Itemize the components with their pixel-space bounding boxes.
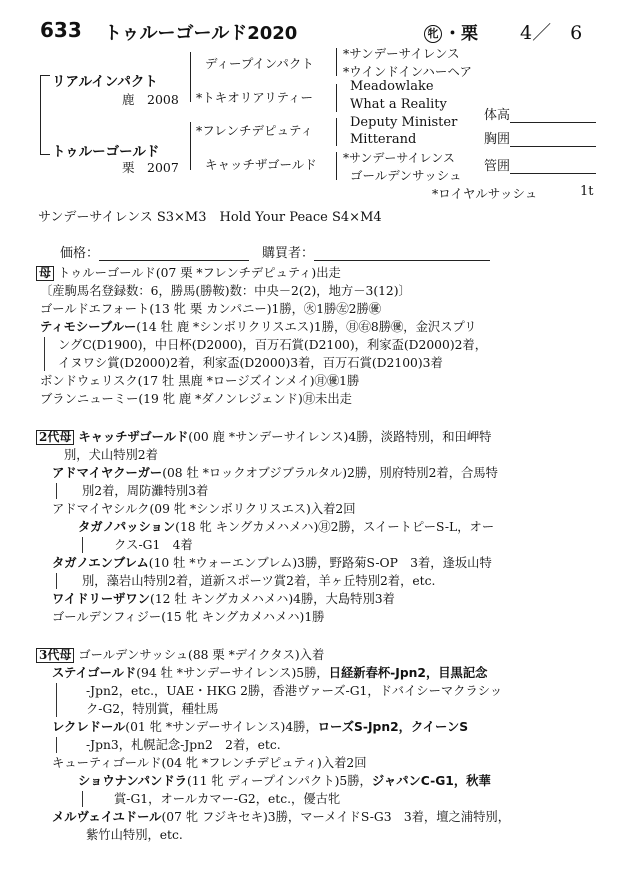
ped-bracket	[190, 52, 191, 102]
ped-bracket	[336, 48, 337, 76]
ped-dss: Deputy Minister	[350, 115, 458, 130]
indent-bar	[82, 791, 83, 807]
dam3-graded: ジャパンC-G1，秋華	[371, 774, 491, 788]
dam-name: トゥルーゴールド	[52, 144, 160, 160]
indent-bar	[82, 537, 83, 553]
dam2-line: クス-G1 4着	[114, 538, 193, 552]
dam2-detail: (08 牡 *ロックオブジブラルタル)2勝，別府特別2着，合馬特	[162, 466, 498, 480]
dam2-line	[78, 518, 494, 536]
dam3-graded: 日経新春杯-Jpn2，目黒記念	[328, 666, 488, 680]
dam2-horse: タガノエンブレム	[52, 556, 149, 570]
dam3-line	[52, 718, 468, 736]
ped-bracket	[40, 154, 50, 155]
dam2-line: 別2着，周防灘特別3着	[82, 484, 209, 498]
dam1-detail: (14 牡 鹿 *シンボリクリスエス)1勝，㊊㊨8勝㊝，金沢スプリ	[136, 320, 477, 334]
buyer-field	[262, 242, 490, 261]
buyer-label: 購買者：	[262, 246, 315, 261]
height-field	[484, 104, 596, 123]
dam1-line: イヌワシ賞(D2000)2着，利家盃(D2000)3着，百万石賞(D2100)3着	[58, 356, 443, 370]
dam3-detail: (11 牝 ディープインパクト)5勝，	[186, 774, 372, 788]
dam2-horse: ワイドリーザワン	[52, 592, 151, 606]
dam2-line	[52, 464, 498, 482]
height-label: 体高	[484, 108, 511, 123]
dam2-horse: キャッチザゴールド	[78, 430, 189, 444]
dam2-header	[36, 428, 491, 446]
dam3-line: -Jpn3，札幌記念-Jpn2 2着，etc.	[86, 738, 281, 752]
dam2-detail: (12 牡 キングカメハメハ)4勝，大島特別3着	[150, 592, 395, 606]
indent-bar	[56, 573, 57, 589]
dam2-line: 別，藻岩山特別2着，道新スポーツ賞2着，羊ヶ丘特別2着，etc.	[82, 574, 436, 588]
dam1-tag: 母	[36, 266, 54, 281]
ped-ddd: ゴールデンサッシュ	[350, 168, 462, 183]
dam2-horse: タガノパッション	[78, 520, 176, 534]
dam2-line	[52, 590, 395, 608]
girth-blank	[510, 133, 596, 147]
ped-bracket	[336, 118, 337, 146]
ped-bracket	[336, 152, 337, 180]
ped-dd: キャッチザゴールド	[205, 157, 317, 172]
ped-ssd: *ウインドインハーヘア	[343, 64, 473, 79]
price-label: 価格：	[60, 246, 100, 261]
dam3-line: 紫竹山特別，etc.	[86, 828, 183, 842]
indent-bar	[56, 483, 57, 499]
dam3-horse: メルヴェイユドール	[52, 810, 162, 824]
ped-bracket	[190, 122, 191, 170]
girth-label: 胸囲	[484, 132, 511, 147]
dam2-detail: (00 鹿 *サンデーサイレンス)4勝，淡路特別，和田岬特	[188, 430, 492, 444]
coat-color: ・栗	[444, 24, 478, 44]
ped-ss: ディープインパクト	[205, 56, 314, 71]
dam3-graded: ローズS-Jpn2，クイーンS	[317, 720, 469, 734]
sex-color	[424, 19, 478, 44]
dam2-tag: 2代母	[36, 430, 74, 445]
ped-dsd: Mitterand	[350, 132, 417, 147]
horse-name: トゥルーゴールド2020	[104, 23, 298, 44]
price-blank	[99, 247, 249, 261]
dam3-header	[36, 646, 324, 664]
dam3-line: キューティゴールド(04 牝 *フレンチデピュティ)入着2回	[52, 756, 367, 770]
lot-number: 633	[40, 18, 82, 42]
ped-ds: *フレンチデピュティ	[196, 123, 313, 138]
dam1-head: トゥルーゴールド(07 栗 *フレンチデピュティ)出走	[58, 266, 341, 280]
foal-sire: *ロイヤルサッシュ	[432, 186, 538, 201]
foaling-date: 4／ 6	[520, 22, 583, 44]
cannon-label: 管囲	[484, 159, 511, 174]
dam3-horse: ステイゴールド	[52, 666, 137, 680]
dam2-line: 別，犬山特別2着	[64, 448, 158, 462]
indent-bar	[56, 737, 57, 753]
dam3-detail: (94 牡 *サンデーサイレンス)5勝，	[136, 666, 329, 680]
sex-mark: 牝	[424, 25, 442, 43]
dam2-line: ゴールデンフィジー(15 牝 キングカメハメハ)1勝	[52, 610, 325, 624]
dam3-line: -Jpn2，etc.，UAE・HKG 2勝，香港ヴァーズ-G1，ドバイシーマクラシッ	[86, 684, 503, 698]
dam3-horse: ショウナンパンドラ	[78, 774, 187, 788]
dam2-detail: (18 牝 キングカメハメハ)㊊2勝，スイートピーS-L，オー	[175, 520, 495, 534]
ped-bracket	[40, 75, 41, 155]
cannon-blank	[510, 160, 596, 174]
ped-dds: *サンデーサイレンス	[343, 151, 455, 165]
dam1-line	[40, 318, 477, 336]
ped-sds: Meadowlake	[350, 79, 434, 94]
dam2-line	[52, 554, 492, 572]
dam3-line	[52, 808, 510, 826]
dam1-line: ングC(D1900)，中日杯(D2000)，百万石賞(D2100)，利家盃(D2000)2着，	[58, 338, 488, 352]
buyer-blank	[314, 247, 490, 261]
sire-info: 鹿 2008	[122, 92, 179, 107]
dam3-detail: (01 牝 *サンデーサイレンス)4勝，	[125, 720, 318, 734]
ped-bracket	[40, 75, 50, 76]
dam1-horse: ティモシーブルー	[40, 320, 137, 334]
dam3-tag: 3代母	[36, 648, 74, 663]
indent-bar	[44, 337, 45, 371]
height-blank	[510, 109, 596, 123]
indent-bar	[56, 683, 57, 717]
dam3-head: ゴールデンサッシュ(88 栗 *デイクタス)入着	[78, 648, 325, 662]
dam2-horse: アドマイヤクーガー	[52, 466, 163, 480]
ped-sss: *サンデーサイレンス	[343, 46, 460, 61]
dam1-line: ブランニューミー(19 牝 鹿 *ダノンレジェンド)㊊未出走	[40, 392, 352, 406]
dam3-horse: レクレドール	[52, 720, 126, 734]
dam2-line: アドマイヤシルク(09 牝 *シンボリクリスエス)入着2回	[52, 502, 356, 516]
dam1-line: ボンドウェリスク(17 牡 黒鹿 *ロージズインメイ)㊊㊝1勝	[40, 374, 360, 388]
dam1-header	[36, 264, 341, 282]
dam3-line	[52, 664, 487, 682]
price-field	[60, 242, 249, 261]
sire-name: リアルインパクト	[52, 74, 158, 90]
dam-info: 栗 2007	[122, 160, 179, 175]
dam3-line	[78, 772, 491, 790]
dam3-line: ク-G2，特別賞，種牡馬	[86, 702, 219, 716]
dam1-reg: 〔産駒馬名登録数：6，勝馬(勝鞍)数：中央－2(2)，地方－3(12)〕	[40, 284, 411, 298]
cannon-field	[484, 155, 596, 174]
ped-bracket	[336, 84, 337, 112]
ped-sdd: What a Reality	[350, 97, 447, 112]
inbreeding: サンデーサイレンス S3×M3 Hold Your Peace S4×M4	[38, 210, 382, 225]
dam3-line: 賞-G1，オールカマー-G2，etc.，優古牝	[114, 792, 341, 806]
dam2-detail: (10 牡 *ウォーエンブレム)3勝，野路菊S-OP 3着，逢坂山特	[148, 556, 492, 570]
foal-order: 1t	[580, 184, 594, 199]
ped-sd: *トキオリアリティー	[196, 90, 314, 105]
dam1-line: ゴールドエフォート(13 牝 栗 カンパニー)1勝，㊋1勝㊧2勝㊝	[40, 302, 382, 316]
dam3-detail: (07 牝 フジキセキ)3勝，マーメイドS-G3 3着，壇之浦特別，	[161, 810, 511, 824]
girth-field	[484, 128, 596, 147]
